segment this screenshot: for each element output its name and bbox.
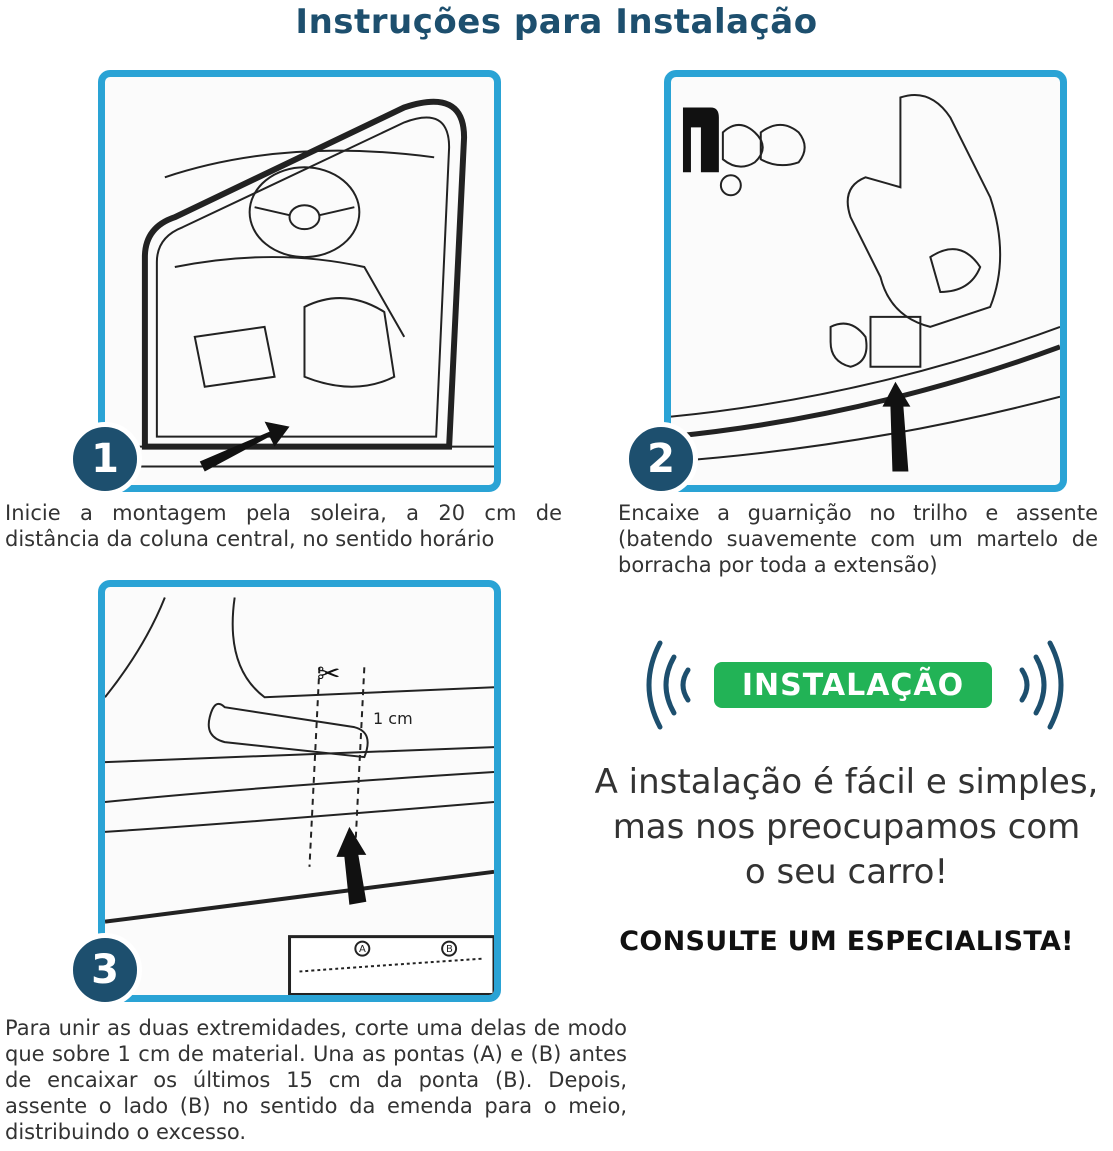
point-a-label: A <box>359 944 366 955</box>
step-2-badge: 2 <box>624 422 698 496</box>
point-b-label: B <box>446 944 453 955</box>
step-3-caption: Para unir as duas extremidades, corte uma delas de modo que sobre 1 cm de material. Una as pontas (A) e (B) antes de encaixar os últimos 15 cm da ponta (B). Depois, assente o lado (B) no sentido da emenda para o meio, distribuindo o excesso. <box>5 1016 627 1144</box>
scissors-icon: ✂ <box>317 657 341 690</box>
sound-wave-icon <box>1012 635 1074 735</box>
step-1-caption: Inicie a montagem pela soleira, a 20 cm de distância da coluna central, no sentido horário <box>5 501 562 551</box>
sound-wave-icon <box>636 635 698 735</box>
step-1-illustration <box>98 70 501 492</box>
tagline-line: o seu carro! <box>744 852 949 892</box>
step-3-illustration <box>98 580 501 1002</box>
measure-label: 1 cm <box>373 709 413 728</box>
tagline-line: A instalação é fácil e simples, <box>594 762 1099 802</box>
step-2-caption: Encaixe a guarnição no trilho e assente (batendo suavemente com um martelo de borracha por toda a extensão) <box>618 501 1098 577</box>
installation-badge: INSTALAÇÃO <box>714 662 992 708</box>
step-3-badge: 3 <box>68 933 142 1007</box>
step-2-illustration <box>664 70 1067 492</box>
tagline <box>580 760 1113 895</box>
step-1-badge: 1 <box>68 422 142 496</box>
consult-specialist-cta: CONSULTE UM ESPECIALISTA! <box>619 926 1074 957</box>
page-title: Instruções para Instalação <box>295 2 818 42</box>
tagline-line: mas nos preocupamos com <box>612 807 1081 847</box>
